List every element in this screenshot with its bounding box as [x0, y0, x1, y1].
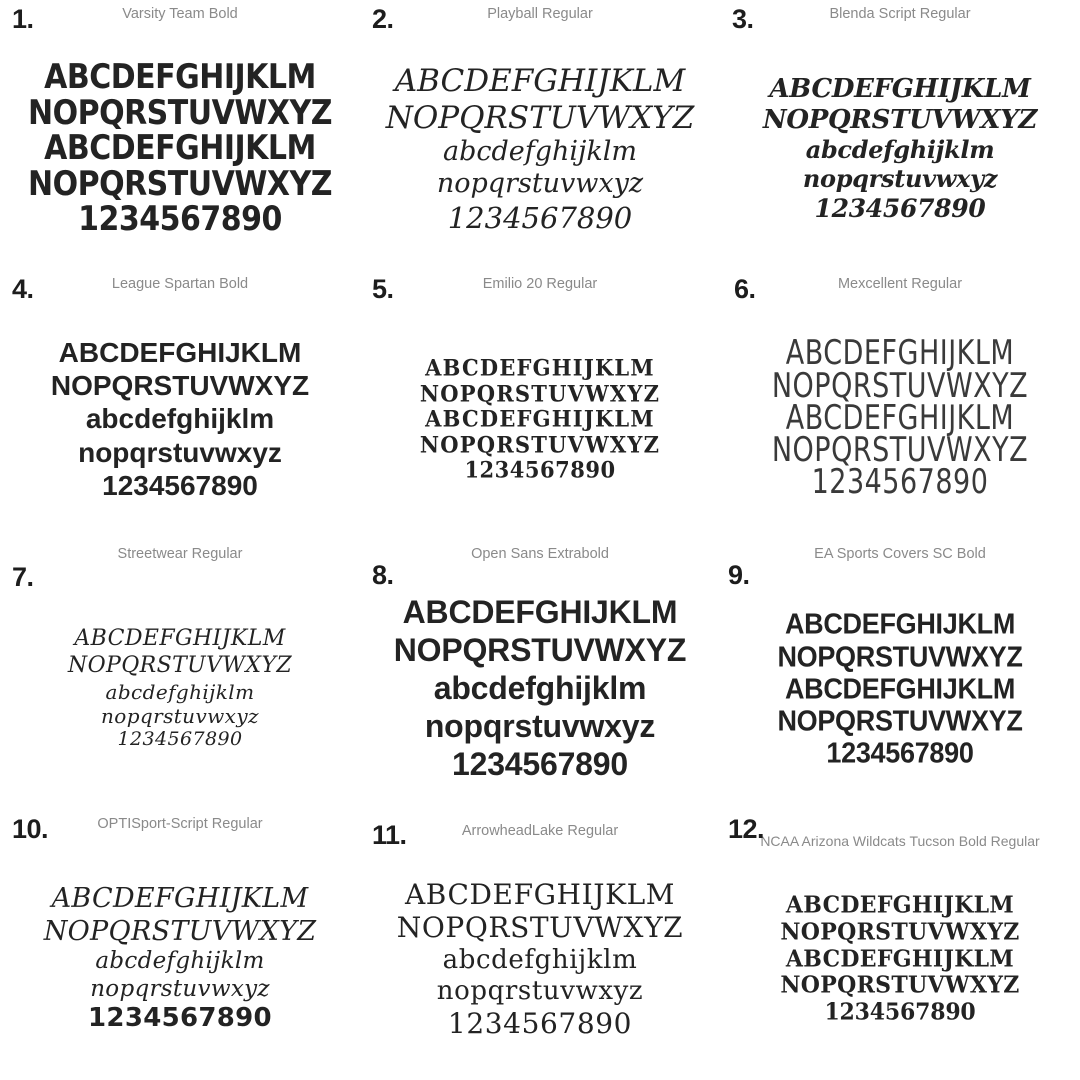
specimen-line-numerals: 1234567890: [447, 1006, 633, 1040]
specimen-card-7: [0, 540, 360, 810]
specimen-line: abcdefghijklm: [433, 670, 647, 707]
specimen-number: 7.: [12, 562, 34, 592]
specimen-sample: [726, 574, 1074, 804]
specimen-font-name: EA Sports Covers SC Bold: [814, 546, 986, 562]
specimen-line-numerals: 1234567890: [78, 200, 282, 240]
specimen-sample: [366, 304, 714, 534]
specimen-line: abcdefghijklm: [85, 403, 275, 435]
specimen-card-6: [720, 270, 1080, 540]
specimen-line: nopqrstuvwxyz: [78, 436, 282, 468]
specimen-line: NOPQRSTUVWXYZ: [393, 632, 687, 669]
specimen-header: [6, 274, 354, 304]
specimen-line: ABCDEFGHIJKLM: [425, 354, 655, 381]
specimen-line: NOPQRSTUVWXYZ: [43, 915, 317, 947]
specimen-font-name: Blenda Script Regular: [829, 6, 971, 22]
specimen-sample: [366, 574, 714, 804]
specimen-line: nopqrstuvwxyz: [436, 975, 644, 1006]
specimen-font-name: League Spartan Bold: [111, 276, 249, 292]
specimen-line: NOPQRSTUVWXYZ: [762, 105, 1038, 136]
specimen-line: NOPQRSTUVWXYZ: [27, 93, 333, 133]
specimen-line-numerals: 1234567890: [88, 1003, 272, 1034]
specimen-line: nopqrstuvwxyz: [424, 707, 656, 744]
specimen-line-numerals: 1234567890: [811, 463, 989, 503]
specimen-card-12: [720, 810, 1080, 1080]
specimen-line-numerals: 1234567890: [452, 745, 628, 782]
specimen-line: ABCDEFGHIJKLM: [402, 594, 678, 631]
specimen-number: 3.: [732, 4, 754, 34]
specimen-header: [6, 814, 354, 844]
specimen-line: NOPQRSTUVWXYZ: [27, 164, 333, 204]
specimen-sample: [726, 304, 1074, 534]
specimen-header: [726, 4, 1074, 34]
specimen-line: NOPQRSTUVWXYZ: [777, 705, 1023, 737]
specimen-line: NOPQRSTUVWXYZ: [50, 369, 310, 401]
specimen-card-8: [360, 540, 720, 810]
specimen-line: abcdefghijklm: [442, 944, 638, 975]
specimen-sample: [6, 34, 354, 264]
specimen-number: 10.: [12, 814, 49, 844]
specimen-line: ABCDEFGHIJKLM: [769, 74, 1031, 105]
specimen-line: abcdefghijklm: [805, 135, 995, 165]
specimen-font-name: Mexcellent Regular: [837, 276, 963, 292]
specimen-line-numerals: 1234567890: [117, 728, 243, 751]
specimen-line: ABCDEFGHIJKLM: [785, 398, 1015, 438]
specimen-sample: [6, 844, 354, 1074]
specimen-line: ABCDEFGHIJKLM: [58, 336, 302, 368]
specimen-font-name: NCAA Arizona Wildcats Tucson Bold Regular: [760, 833, 1040, 849]
specimen-line: ABCDEFGHIJKLM: [44, 129, 316, 169]
specimen-line: ABCDEFGHIJKLM: [425, 405, 655, 432]
specimen-line: ABCDEFGHIJKLM: [784, 673, 1016, 705]
specimen-line: NOPQRSTUVWXYZ: [771, 366, 1029, 406]
specimen-card-4: [0, 270, 360, 540]
specimen-font-name: Streetwear Regular: [117, 546, 243, 562]
specimen-line: ABCDEFGHIJKLM: [785, 891, 1015, 920]
specimen-number: 5.: [372, 274, 394, 304]
specimen-sample: [366, 34, 714, 264]
specimen-line: NOPQRSTUVWXYZ: [780, 917, 1020, 947]
specimen-font-name: OPTISport-Script Regular: [97, 816, 263, 832]
specimen-line: ABCDEFGHIJKLM: [785, 334, 1015, 374]
specimen-sample: [6, 574, 354, 804]
specimen-line: abcdefghijklm: [105, 679, 255, 704]
specimen-line: NOPQRSTUVWXYZ: [777, 640, 1023, 673]
specimen-card-2: [360, 0, 720, 270]
specimen-number: 9.: [728, 560, 750, 590]
specimen-line: ABCDEFGHIJKLM: [51, 883, 309, 915]
specimen-font-name: Varsity Team Bold: [122, 6, 238, 22]
specimen-line: NOPQRSTUVWXYZ: [385, 99, 695, 136]
specimen-line: NOPQRSTUVWXYZ: [419, 431, 661, 458]
specimen-number: 1.: [12, 4, 34, 34]
specimen-header: [6, 4, 354, 34]
specimen-header: [726, 814, 1074, 849]
specimen-line-numerals: 1234567890: [826, 737, 974, 770]
specimen-header: [366, 814, 714, 850]
specimen-font-name: Playball Regular: [487, 6, 593, 22]
specimen-header: [726, 274, 1074, 304]
specimen-line: nopqrstuvwxyz: [100, 703, 259, 728]
specimen-line: NOPQRSTUVWXYZ: [67, 652, 293, 678]
specimen-line-numerals: 1234567890: [824, 997, 976, 1026]
specimen-line: abcdefghijklm: [95, 947, 265, 974]
specimen-line-numerals: 1234567890: [102, 470, 258, 502]
specimen-line: NOPQRSTUVWXYZ: [419, 380, 661, 407]
specimen-card-1: [0, 0, 360, 270]
specimen-sample: [366, 844, 714, 1074]
specimen-line: nopqrstuvwxyz: [436, 168, 644, 200]
specimen-line-numerals: 1234567890: [464, 456, 616, 483]
specimen-line: ABCDEFGHIJKLM: [394, 62, 686, 99]
specimen-line: ABCDEFGHIJKLM: [784, 608, 1016, 641]
specimen-sample: [6, 304, 354, 534]
specimen-card-11: [360, 810, 720, 1080]
specimen-number: 12.: [728, 814, 765, 844]
specimen-number: 2.: [372, 4, 394, 34]
specimen-line-numerals: 1234567890: [447, 200, 633, 235]
specimen-number: 6.: [734, 274, 756, 304]
specimen-line: ABCDEFGHIJKLM: [404, 877, 676, 911]
specimen-line: NOPQRSTUVWXYZ: [396, 911, 684, 945]
specimen-header: [6, 544, 354, 592]
specimen-header: [366, 4, 714, 34]
specimen-sample: [726, 844, 1074, 1074]
specimen-sample: [726, 34, 1074, 264]
specimen-line: nopqrstuvwxyz: [802, 164, 998, 194]
specimen-number: 8.: [372, 560, 394, 590]
specimen-line: ABCDEFGHIJKLM: [785, 944, 1015, 973]
specimen-line: abcdefghijklm: [442, 136, 638, 168]
specimen-card-5: [360, 270, 720, 540]
specimen-font-name: Emilio 20 Regular: [482, 276, 598, 292]
specimen-line-numerals: 1234567890: [814, 193, 986, 223]
specimen-number: 4.: [12, 274, 34, 304]
specimen-line: nopqrstuvwxyz: [90, 975, 270, 1002]
specimen-header: [726, 544, 1074, 590]
specimen-font-name: Open Sans Extrabold: [471, 546, 609, 562]
specimen-font-name: ArrowheadLake Regular: [461, 823, 619, 839]
specimen-line: ABCDEFGHIJKLM: [44, 57, 316, 98]
specimen-line: NOPQRSTUVWXYZ: [771, 431, 1029, 470]
specimen-number: 11.: [372, 820, 407, 850]
specimen-line: ABCDEFGHIJKLM: [74, 626, 286, 652]
specimen-card-3: [720, 0, 1080, 270]
specimen-card-9: [720, 540, 1080, 810]
specimen-card-10: [0, 810, 360, 1080]
specimen-header: [366, 544, 714, 590]
specimen-header: [366, 274, 714, 304]
specimen-line: NOPQRSTUVWXYZ: [780, 971, 1020, 1000]
